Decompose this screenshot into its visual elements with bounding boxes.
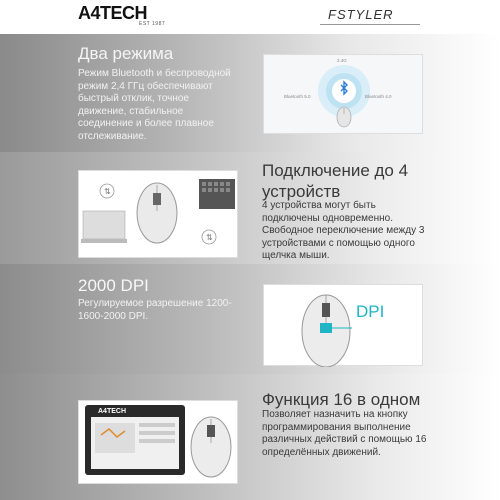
- dpi-illustration: [263, 284, 423, 366]
- section-title: Функция 16 в одном: [262, 390, 421, 409]
- software-brand-label: A4TECH: [98, 408, 127, 415]
- label-bluetooth-4: Bluetooth 4.0: [365, 94, 392, 99]
- section-description: 4 устройства могут быть подключены одновременно. Свободное переключение между 3 устройствами с помощью одного щелчка мыши.: [262, 200, 425, 261]
- series-logo: FSTYLER: [328, 7, 394, 22]
- section-description: Регулируемое разрешение 1200-1600-2000 DPI.: [78, 298, 232, 322]
- label-2-4g: 2.4G: [337, 58, 347, 63]
- section-title: 2000 DPI: [78, 276, 149, 295]
- svg-text:⇅: ⇅: [206, 233, 213, 242]
- page-header: [0, 0, 500, 34]
- section-dual-mode: [0, 34, 500, 152]
- svg-text:⇅: ⇅: [104, 187, 111, 196]
- section-description: Позволяет назначить на кнопку программирования выполнение различных действий с помощью 16 определённых движений.: [262, 409, 427, 458]
- dpi-label: DPI: [356, 302, 385, 321]
- series-underline: [320, 24, 420, 25]
- brand-logo: A4TECH: [78, 3, 148, 23]
- section-title: Два режима: [78, 44, 174, 63]
- section-dpi: [0, 264, 500, 374]
- section-title: Подключение до 4 устройств: [262, 161, 409, 201]
- section-multi-device: [0, 152, 500, 264]
- section-description: Режим Bluetooth и беспроводной режим 2,4 ГГц обеспечивают быстрый отклик, точное движение, стабильное соединение и более плавное отслеживание.: [78, 68, 231, 142]
- label-bluetooth-5: Bluetooth 5.0: [284, 94, 311, 99]
- brand-est: EST 1987: [139, 21, 166, 27]
- section-16-in-1: [0, 374, 500, 500]
- multi-device-illustration: [78, 170, 238, 258]
